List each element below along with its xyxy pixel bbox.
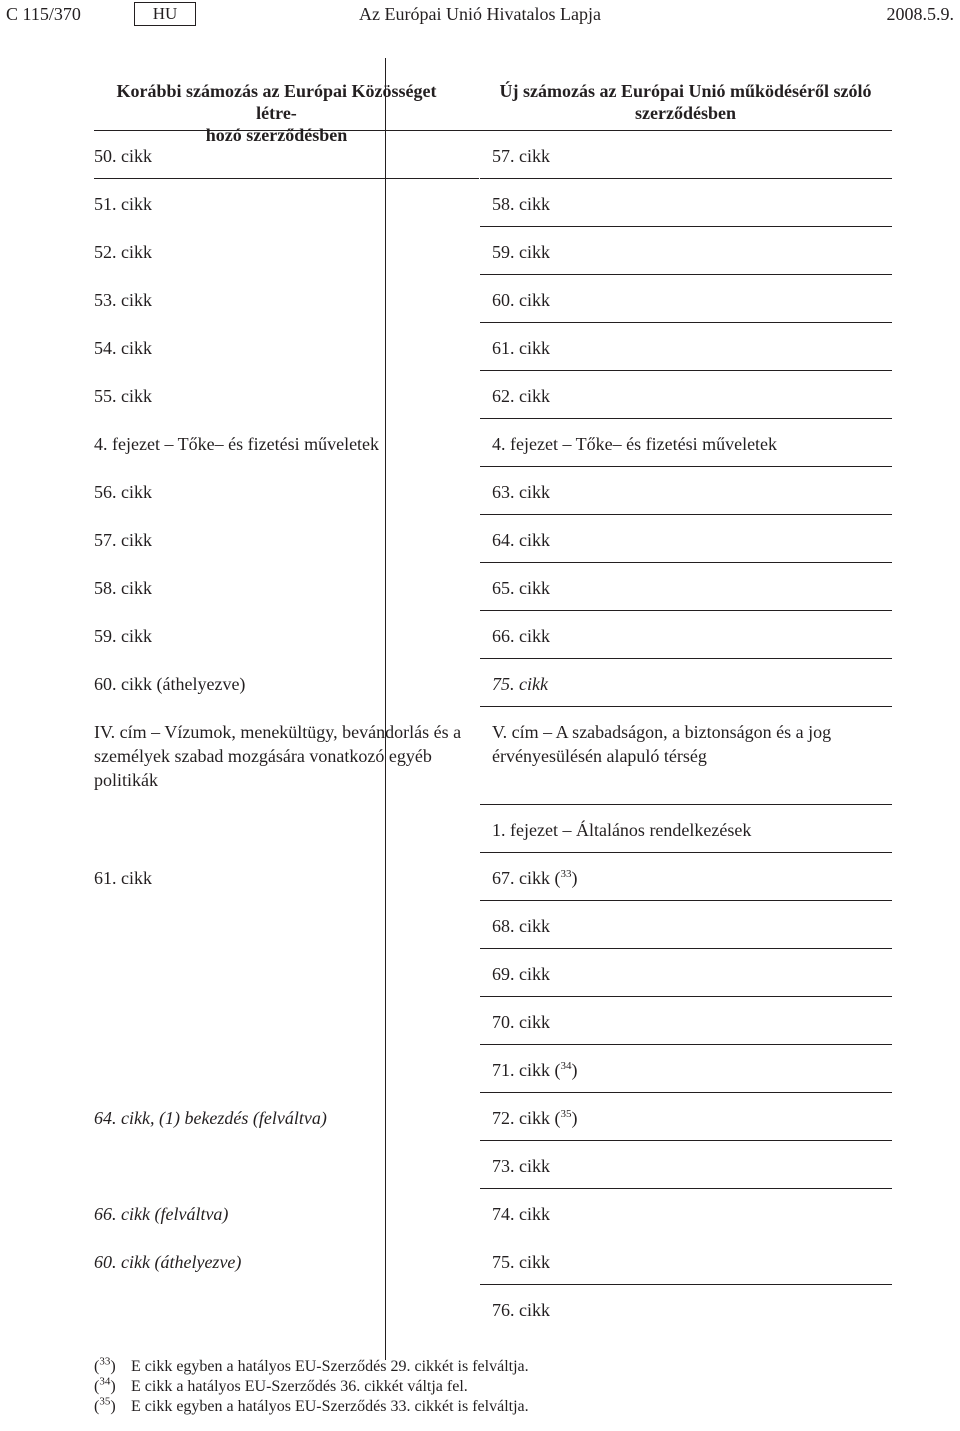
new-title-heading: V. cím – A szabadságon, a biztonságon és a jog érvényesülésén alapuló térség	[492, 722, 832, 766]
table-row	[94, 131, 892, 179]
journal-title: Az Európai Unió Hivatalos Lapja	[359, 4, 601, 24]
table-row	[94, 1093, 892, 1141]
old-number: 57. cikk	[94, 530, 152, 550]
new-number: 75. cikk	[492, 674, 548, 694]
journal-reference: C 115/370	[6, 4, 81, 24]
footnote-number: ($^{34}$)	[94, 1375, 116, 1395]
old-number: 50. cikk	[94, 146, 152, 166]
table-row	[94, 419, 892, 467]
table-header	[94, 58, 892, 145]
publication-date: 2008.5.9.	[886, 4, 954, 24]
new-number: 75. cikk	[492, 1252, 550, 1272]
table-row	[94, 901, 892, 949]
new-number: 71. cikk ($^{34}$)	[492, 1060, 578, 1080]
new-number: 76. cikk	[492, 1300, 550, 1320]
footnote-text: E cikk egyben a hatályos EU-Szerződés 29. cikkét is felváltja.	[131, 1358, 529, 1375]
table-row	[94, 659, 892, 707]
language-badge: HU	[134, 2, 196, 26]
old-number: 66. cikk (felváltva)	[94, 1204, 229, 1224]
table-row	[94, 805, 892, 853]
old-number: 56. cikk	[94, 482, 152, 502]
new-number: 61. cikk	[492, 338, 550, 358]
new-number: 57. cikk	[492, 146, 550, 166]
table-row	[94, 1045, 892, 1093]
old-number: 58. cikk	[94, 578, 152, 598]
footnote-number: ($^{35}$)	[94, 1395, 116, 1415]
old-number: 60. cikk (áthelyezve)	[94, 1252, 242, 1272]
new-number: 67. cikk ($^{33}$)	[492, 868, 578, 888]
table-row	[94, 227, 892, 275]
table-row	[94, 997, 892, 1045]
table-row	[94, 1189, 892, 1237]
table-row	[94, 1237, 892, 1285]
old-number: 60. cikk (áthelyezve)	[94, 674, 246, 694]
new-chapter-heading: 4. fejezet – Tőke– és fizetési műveletek	[492, 434, 778, 454]
table-row	[94, 1285, 892, 1333]
new-number: 73. cikk	[492, 1156, 550, 1176]
new-number: 69. cikk	[492, 964, 550, 984]
table-row	[94, 371, 892, 419]
old-chapter-heading: 4. fejezet – Tőke– és fizetési műveletek	[94, 434, 380, 454]
new-number: 74. cikk	[492, 1204, 550, 1224]
old-number: 64. cikk, (1) bekezdés (felváltva)	[94, 1108, 327, 1128]
old-numbering-header: Korábbi számozás az Európai Közösséget létre- hozó szerződésben	[116, 81, 437, 145]
footnote-text: E cikk a hatályos EU-Szerződés 36. cikkét váltja fel.	[131, 1378, 468, 1395]
new-number: 62. cikk	[492, 386, 550, 406]
table-row	[94, 707, 892, 805]
new-number: 72. cikk ($^{35}$)	[492, 1108, 578, 1128]
table-row	[94, 515, 892, 563]
new-number: 58. cikk	[492, 194, 550, 214]
new-number: 70. cikk	[492, 1012, 550, 1032]
old-number: 51. cikk	[94, 194, 152, 214]
footnote-number: ($^{33}$)	[94, 1355, 116, 1375]
new-number: 64. cikk	[492, 530, 550, 550]
old-title-heading: IV. cím – Vízumok, menekültügy, bevándorlás és a személyek szabad mozgására vonatkozó egyéb politikák	[94, 722, 462, 790]
old-number: 53. cikk	[94, 290, 152, 310]
new-number: 65. cikk	[492, 578, 550, 598]
new-number: 59. cikk	[492, 242, 550, 262]
new-number: 66. cikk	[492, 626, 550, 646]
old-number: 61. cikk	[94, 868, 152, 888]
new-number: 60. cikk	[492, 290, 550, 310]
new-number: 63. cikk	[492, 482, 550, 502]
table-row	[94, 1141, 892, 1189]
table-row	[94, 467, 892, 515]
old-number: 52. cikk	[94, 242, 152, 262]
new-numbering-header: Új számozás az Európai Unió működéséről szóló szerződésben	[499, 81, 872, 123]
old-number: 55. cikk	[94, 386, 152, 406]
page-header	[0, 0, 960, 30]
new-number: 68. cikk	[492, 916, 550, 936]
table-row	[94, 563, 892, 611]
table-row	[94, 949, 892, 997]
table-row	[94, 275, 892, 323]
table-row	[94, 323, 892, 371]
old-number: 59. cikk	[94, 626, 152, 646]
old-number: 54. cikk	[94, 338, 152, 358]
table-row	[94, 611, 892, 659]
footnote-text: E cikk egyben a hatályos EU-Szerződés 33. cikkét is felváltja.	[131, 1398, 529, 1415]
correlation-table	[94, 58, 892, 1333]
new-chapter-heading: 1. fejezet – Általános rendelkezések	[492, 820, 752, 840]
table-row	[94, 853, 892, 901]
table-row	[94, 179, 892, 227]
